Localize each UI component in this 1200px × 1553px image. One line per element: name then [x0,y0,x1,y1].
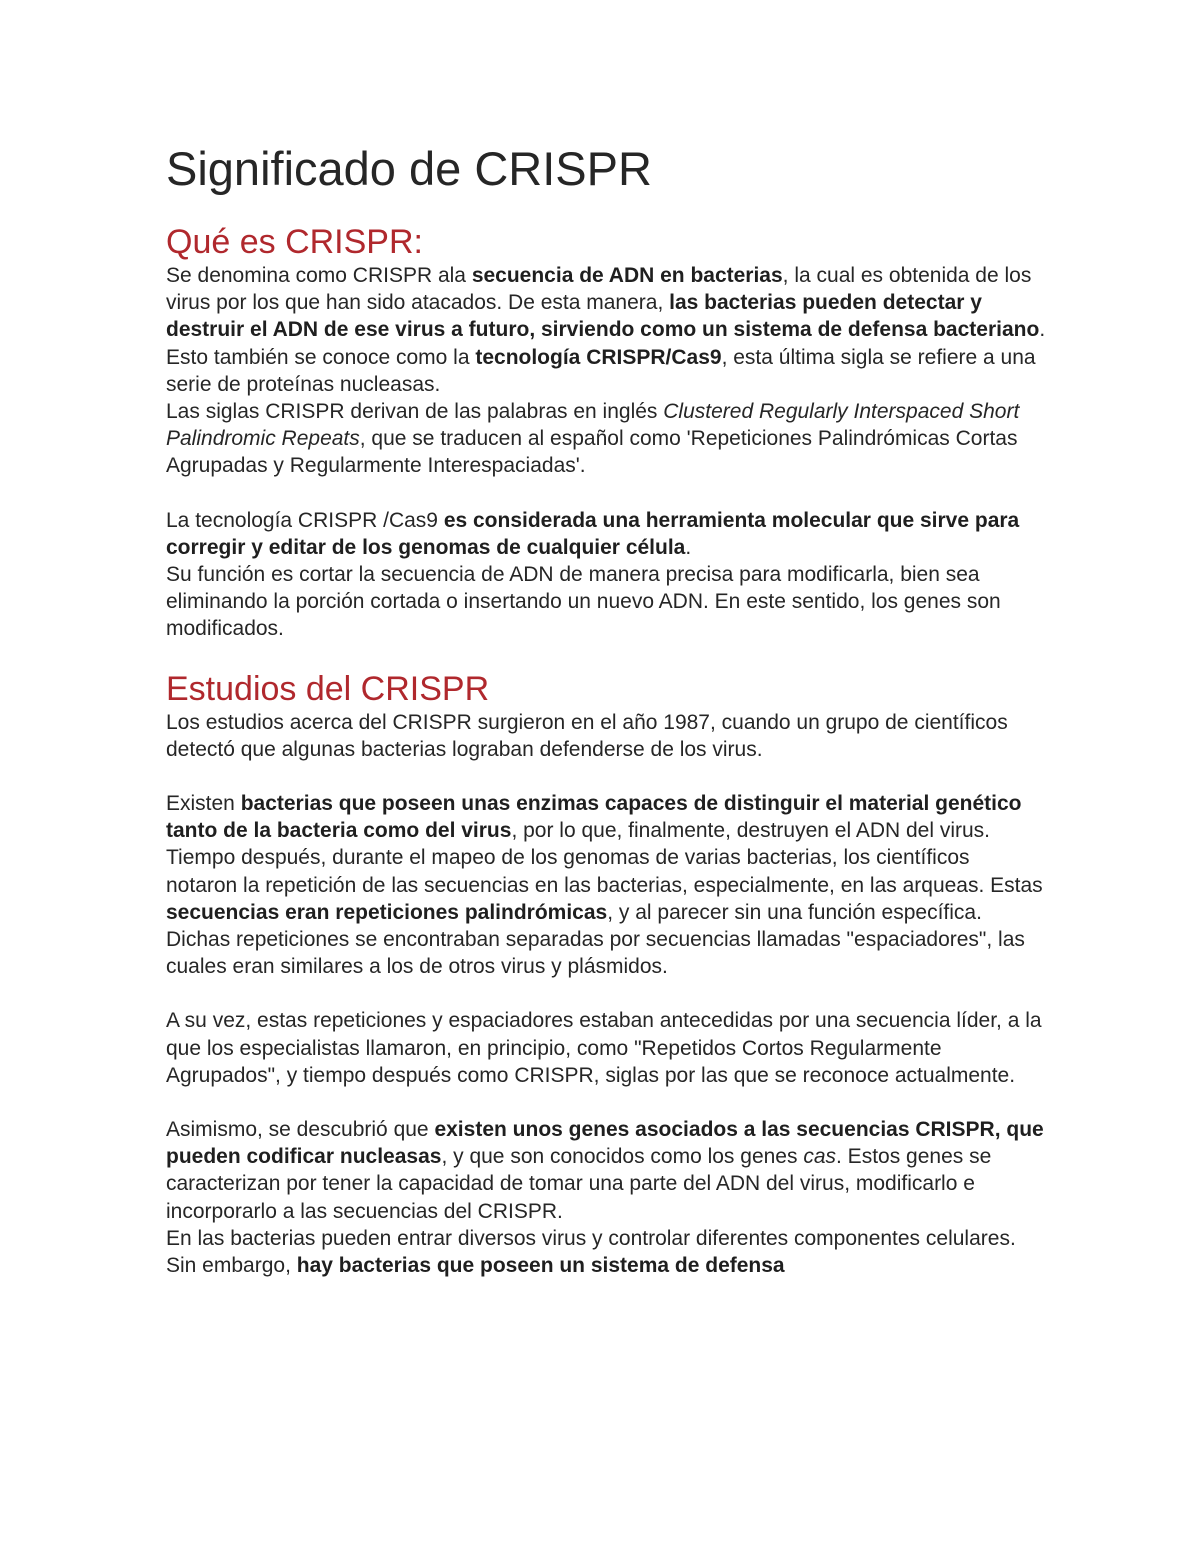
paragraph [166,344,1046,398]
italic-text: Clustered Regularly Interspaced Short Palindromic Repeats [166,400,1020,451]
text: Tiempo después, durante el mapeo de los genomas de varias bacterias, los científicos notaron la repetición de las secuencias en las bacterias, especialmente, en las arqueas. Estas [166,846,1043,897]
bold-text: hay bacterias que poseen un sistema de defensa [296,1254,785,1278]
paragraph [166,790,1046,844]
text: Se denomina como CRISPR ala [166,264,472,287]
bold-text: secuencias eran repeticiones palindrómicas [166,900,608,924]
text: , la cual es obtenida de los virus por los que han sido atacados. De esta manera, [166,264,1032,315]
text: , que se traducen al español como 'Repeticiones Palindrómicas Cortas Agrupadas y Regularmente Interespaciadas'. [166,427,1018,478]
italic-text: cas [803,1145,837,1169]
paragraph [166,1225,1046,1279]
text: Las siglas CRISPR derivan de las palabras en inglés [166,400,664,424]
paragraph: Dichas repeticiones se encontraban separadas por secuencias llamadas "espaciadores", las cuales eran similares a los de otros virus y plásmidos. [166,928,1025,979]
text: . Estos genes se caracterizan por tener la capacidad de tomar una parte del ADN del virus, modificarlo e incorporarlo a las secuencias del CRISPR. [166,1145,992,1223]
paragraph-gap [166,763,1046,790]
text: La tecnología CRISPR /Cas9 [166,508,444,532]
bold-text: existen unos genes asociados a las secuencias CRISPR, que pueden codificar nucleasas [166,1118,1044,1169]
paragraph-gap [166,480,1046,507]
bold-text: las bacterias pueden detectar y destruir el ADN de ese virus a futuro, sirviendo como un sistema de defensa bacteriano [166,291,1040,342]
text: Existen [166,792,241,816]
text: Asimismo, se descubrió que [166,1118,435,1142]
document-page [166,138,1046,1279]
text: . [685,535,692,559]
bold-text: bacterias que poseen unas enzimas capaces de distinguir el material genético tanto de la bacteria como del virus [166,792,1022,843]
paragraph [166,398,1046,480]
page-title: Significado de CRISPR [166,142,652,195]
bold-text: tecnología CRISPR/Cas9 [475,345,722,369]
bold-text: secuencia de ADN en bacterias [471,264,783,287]
paragraph: A su vez, estas repeticiones y espaciadores estaban antecedidas por una secuencia líder, a la que los especialistas llamaron, en principio, como "Repetidos Cortos Regularmente Agrupados", y tiempo después como CRISPR, siglas por las que se reconoce actualmente. [166,1009,1042,1087]
text: . [1039,318,1046,342]
text: , por lo que, finalmente, destruyen el ADN del virus. [511,819,991,843]
section-heading-que-es: Qué es CRISPR: [166,223,423,261]
paragraph [166,262,1046,344]
paragraph: Los estudios acerca del CRISPR surgieron en el año 1987, cuando un grupo de científicos detectó que algunas bacterias lograban defenderse de los virus. [166,710,1008,761]
text: En las bacterias pueden entrar diversos virus y controlar diferentes componentes celulares. Sin embargo, [166,1226,1016,1278]
text: Esto también se conoce como la [166,345,476,369]
text: , y que son conocidos como los genes [441,1145,804,1169]
bold-text: es considerada una herramienta molecular que sirve para corregir y editar de los genomas de cualquier célula [166,508,1020,559]
text: , y al parecer sin una función específica. [607,900,982,924]
section-heading-estudios: Estudios del CRISPR [166,669,490,708]
text: , esta última sigla se refiere a una serie de proteínas nucleasas. [166,345,1036,396]
paragraph-gap [166,980,1046,1007]
paragraph [166,844,1046,926]
paragraph [166,1116,1046,1225]
paragraph [166,507,1046,561]
paragraph: Su función es cortar la secuencia de ADN de manera precisa para modificarla, bien sea eliminando la porción cortada o insertando un nuevo ADN. En este sentido, los genes son modificados. [166,563,1001,641]
paragraph-gap [166,1089,1046,1116]
